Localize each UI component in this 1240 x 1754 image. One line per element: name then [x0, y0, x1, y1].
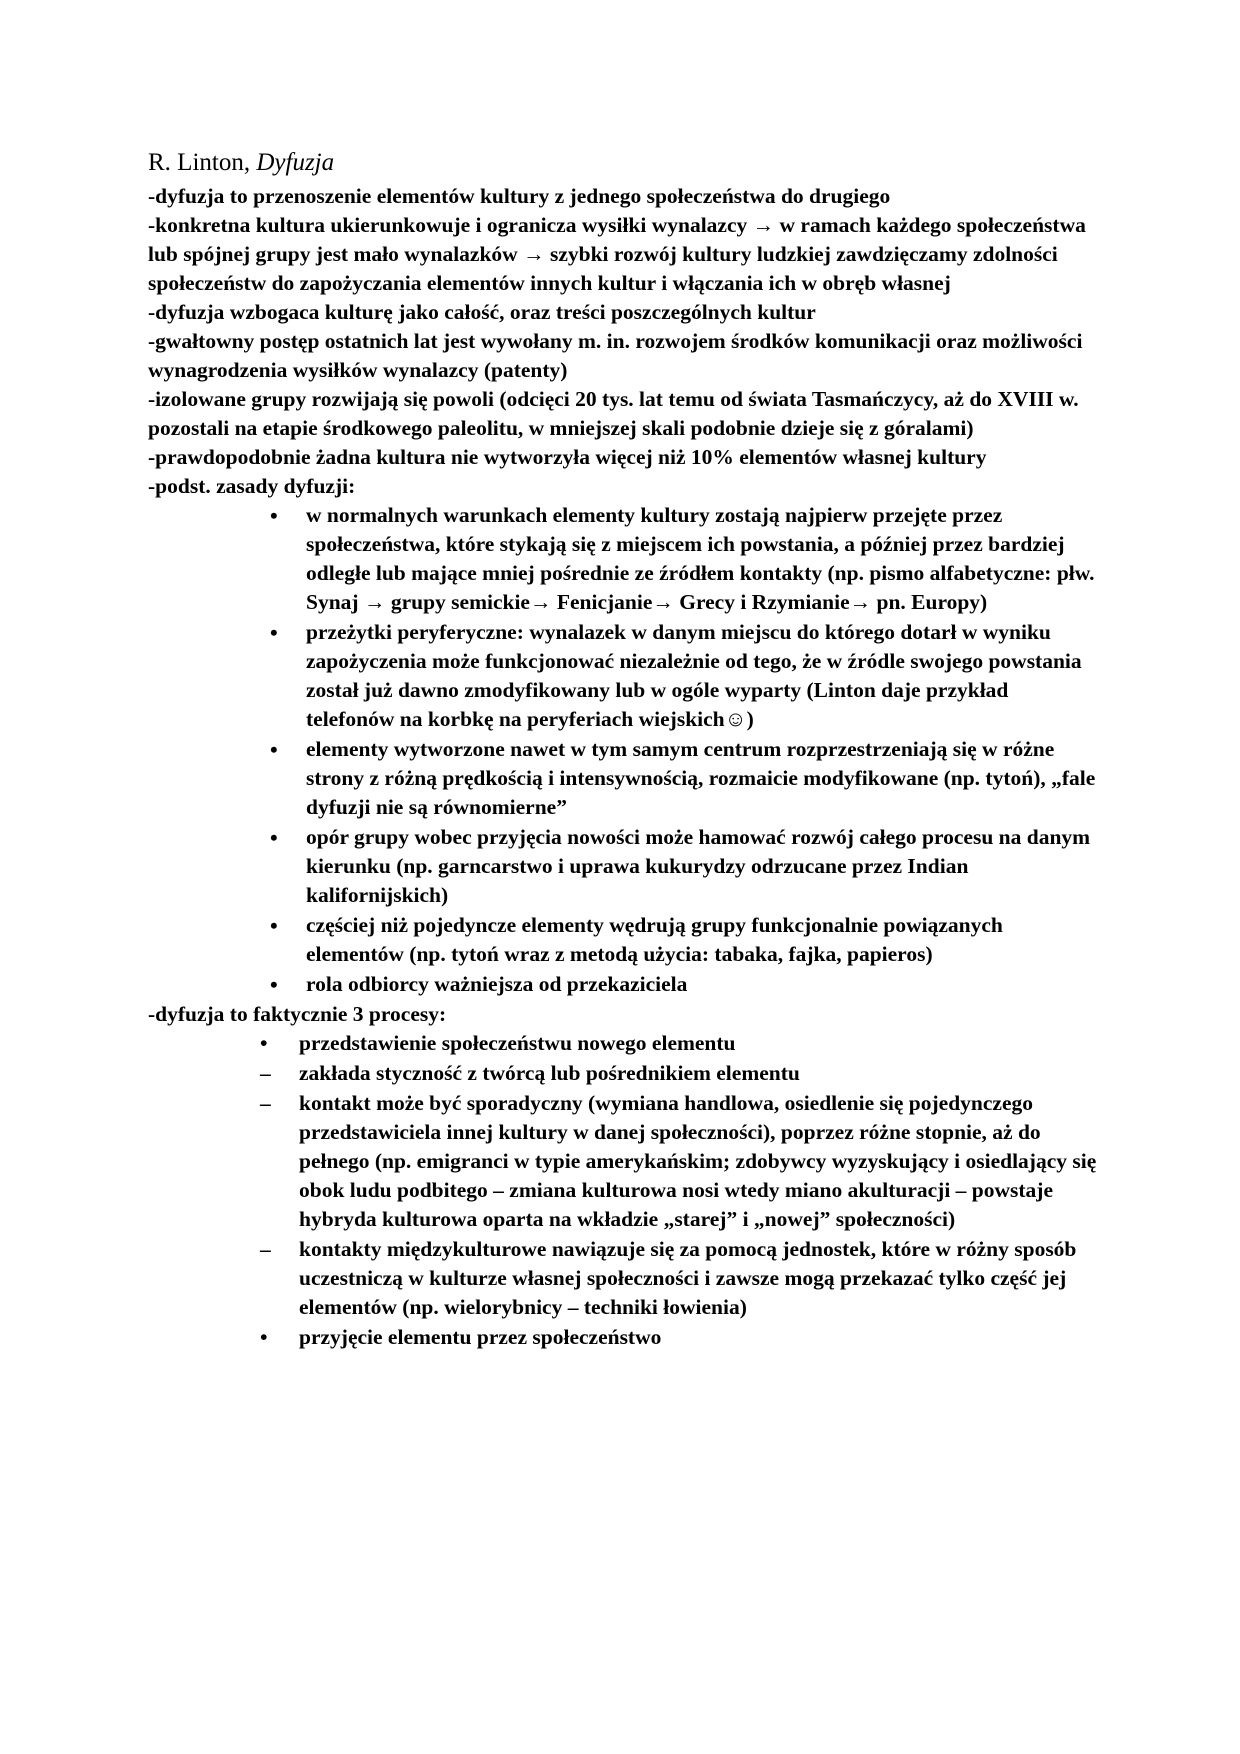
paragraph-processes-heading: -dyfuzja to faktycznie 3 procesy:	[148, 1002, 447, 1026]
list-item	[260, 1029, 1098, 1058]
document-title	[148, 146, 1098, 180]
list-marker: –	[260, 1091, 271, 1115]
title-work: Dyfuzja	[256, 149, 335, 176]
paragraph-invention-limits: -konkretna kultura ukierunkowuje i ogranicza wysiłki wynalazcy → w ramach każdego społeczeństwa lub spójnej grupy jest mało wynalazków → szybki rozwój kultury ludzkiej zawdzięczamy zdolności społeczeństw do zapożyczania elementów innych kultur i włączania ich w obręb własnej	[148, 213, 1086, 295]
list-marker: •	[260, 1325, 268, 1349]
list-item	[260, 1089, 1098, 1234]
document-body	[148, 146, 1098, 1353]
paragraph-enrichment: -dyfuzja wzbogaca kulturę jako całość, oraz treści poszczególnych kultur	[148, 300, 816, 324]
processes-list	[260, 1029, 1098, 1352]
list-item-text: kontakt może być sporadyczny (wymiana handlowa, osiedlenie się pojedynczego przedstawiciela innej kultury w danej społeczności), poprzez różne stopnie, aż do pełnego (np. emigranci w typie amerykańskim; zdobywcy wyzyskujący i osiedlający się obok ludu podbitego – zmiana kulturowa nosi wtedy miano akulturacji – powstaje hybryda kulturowa oparta na wkładzie „starej” i „nowej” społeczności)	[299, 1091, 1097, 1231]
list-marker: •	[260, 1031, 268, 1055]
list-item	[260, 1059, 1098, 1088]
paragraph-definition: -dyfuzja to przenoszenie elementów kultury z jednego społeczeństwa do drugiego	[148, 184, 891, 208]
list-item-text: przyjęcie elementu przez społeczeństwo	[299, 1325, 662, 1349]
paragraph-progress: -gwałtowny postęp ostatnich lat jest wywołany m. in. rozwojem środków komunikacji oraz możliwości wynagrodzenia wysiłków wynalazcy (patenty)	[148, 329, 1083, 382]
list-item: • częściej niż pojedyncze elementy wędrują grupy funkcjonalnie powiązanych elementów (np. tytoń wraz z metodą użycia: tabaka, fajka, papieros)	[306, 911, 1098, 969]
list-item-text: przedstawienie społeczeństwu nowego elementu	[299, 1031, 736, 1055]
list-item-text: kontakty międzykulturowe nawiązuje się za pomocą jednostek, które w różny sposób uczestniczą w kulturze własnej społeczności i zawsze mogą przekazać tylko część jej elementów (np. wielorybnicy – techniki łowienia)	[299, 1237, 1077, 1319]
list-item-text: zakłada styczność z twórcą lub pośrednikiem elementu	[299, 1061, 800, 1085]
title-author: R. Linton,	[148, 149, 257, 176]
list-item: • przeżytki peryferyczne: wynalazek w danym miejscu do którego dotarł w wyniku zapożyczenia może funkcjonować niezależnie od tego, że w źródle swojego powstania został już dawno zmodyfikowany lub w ogóle wyparty (Linton daje przykład telefonów na korbkę na peryferiach wiejskich☺)	[306, 618, 1098, 734]
list-marker: –	[260, 1061, 271, 1085]
paragraph-principles-heading: -podst. zasady dyfuzji:	[148, 474, 356, 498]
list-item: • opór grupy wobec przyjęcia nowości może hamować rozwój całego procesu na danym kierunku (np. garncarstwo i uprawa kukurydzy odrzucane przez Indian kalifornijskich)	[306, 823, 1098, 910]
list-item: • w normalnych warunkach elementy kultury zostają najpierw przejęte przez społeczeństwa, które stykają się z miejscem ich powstania, a później przez bardziej odległe lub mające mniej pośrednie ze źródłem kontakty (np. pismo alfabetyczne: płw. Synaj → grupy semickie→ Fenicjanie→ Grecy i Rzymianie→ pn. Europy)	[306, 501, 1098, 617]
principles-list	[306, 501, 1098, 999]
list-item: • elementy wytworzone nawet w tym samym centrum rozprzestrzeniają się w różne strony z różną prędkością i intensywnością, rozmaicie modyfikowane (np. tytoń), „fale dyfuzji nie są równomierne”	[306, 735, 1098, 822]
list-item	[260, 1235, 1098, 1322]
paragraph-ten-percent: -prawdopodobnie żadna kultura nie wytworzyła więcej niż 10% elementów własnej kultury	[148, 445, 987, 469]
list-marker: –	[260, 1237, 271, 1261]
paragraph-isolated-groups: -izolowane grupy rozwijają się powoli (odcięci 20 tys. lat temu od świata Tasmańczycy, aż do XVIII w. pozostali na etapie środkowego paleolitu, w mniejszej skali podobnie dzieje się z góralami)	[148, 387, 1079, 440]
list-item	[260, 1323, 1098, 1352]
list-item: • rola odbiorcy ważniejsza od przekaziciela	[306, 970, 1098, 999]
